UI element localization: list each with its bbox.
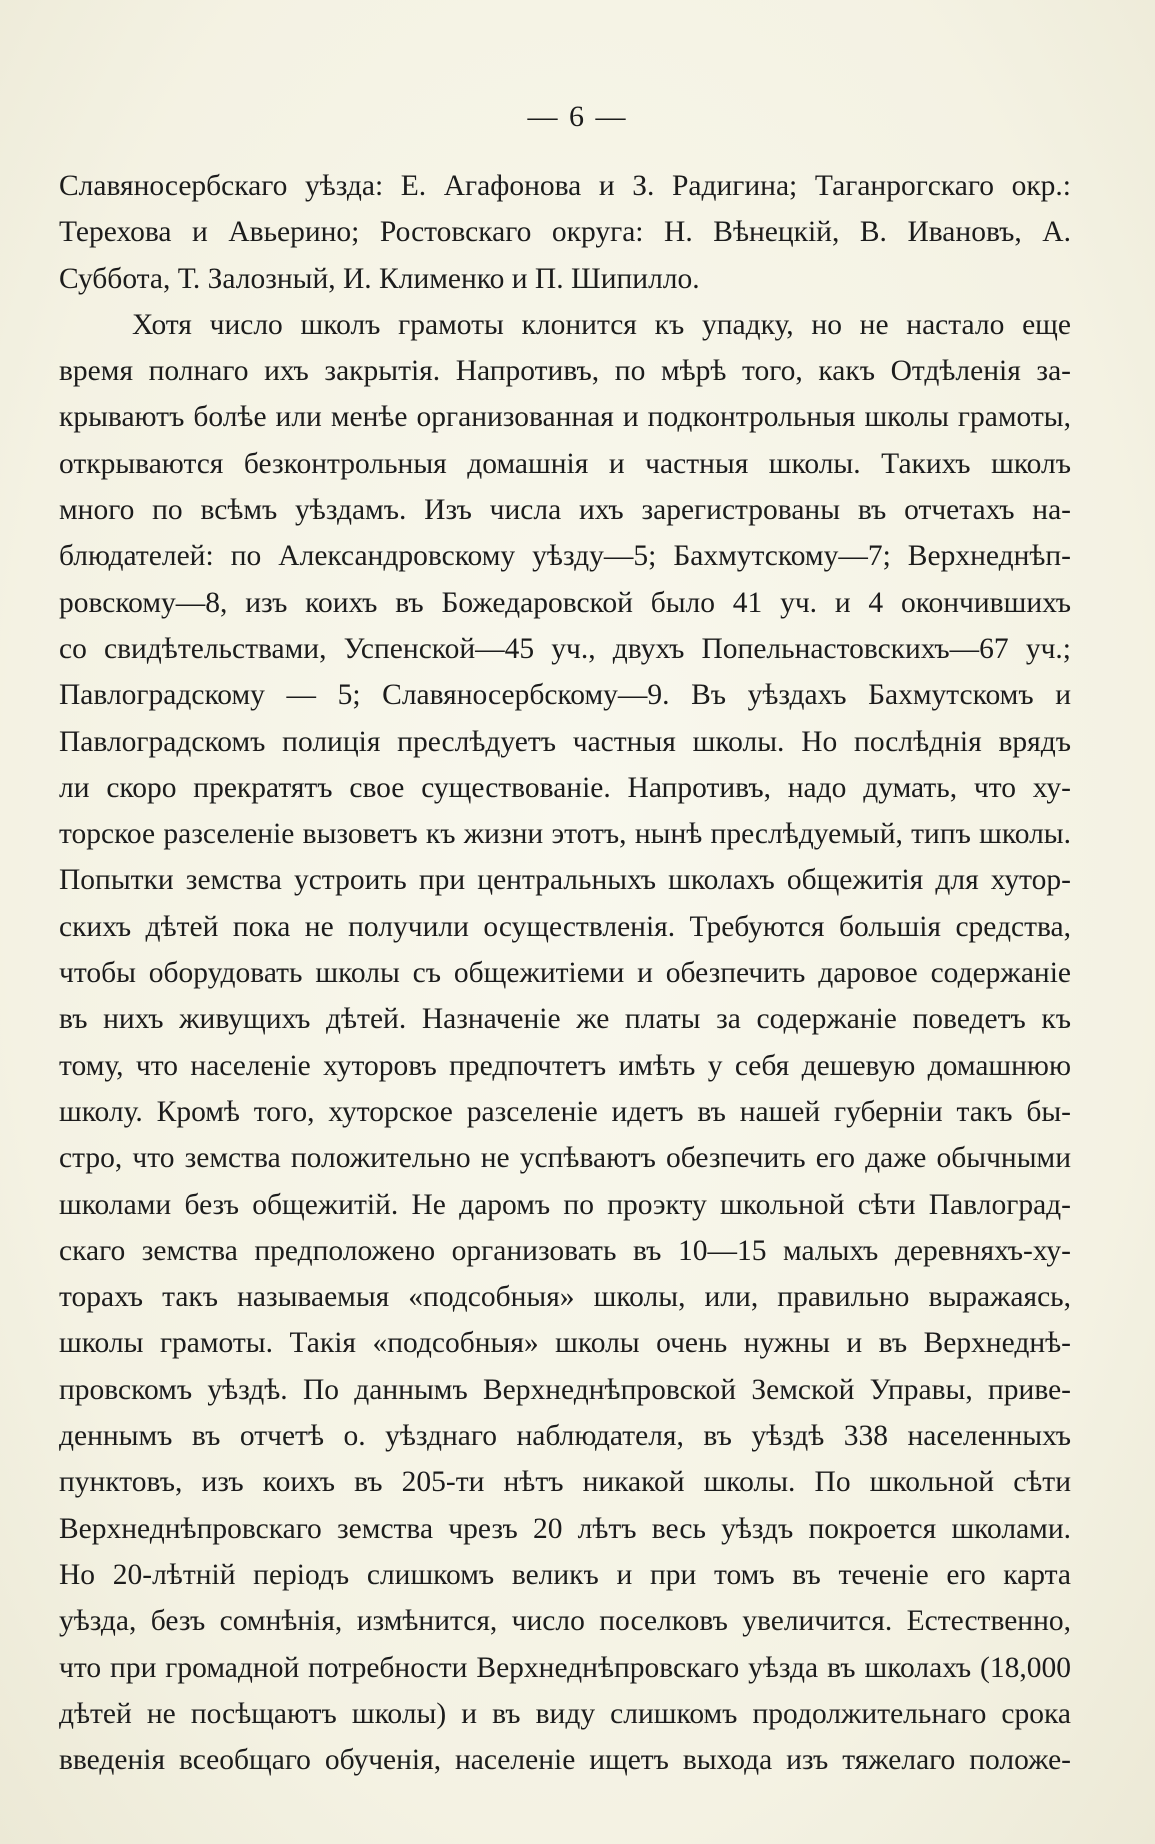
text-line: блюдателей: по Александровскому уѣзду—5; Бахмутскому—7; Верхнеднѣп- <box>59 540 1071 573</box>
text-line: время полнаго ихъ закрытія. Напротивъ, по мѣрѣ того, какъ Отдѣленія за- <box>59 355 1071 388</box>
text-line: со свидѣтельствами, Успенской—45 уч., двухъ Попельнастовскихъ—67 уч.; <box>59 632 1071 665</box>
text-line: ровскому—8, изъ коихъ въ Божедаровской было 41 уч. и 4 окончившихъ <box>59 586 1071 619</box>
text-line: школами безъ общежитій. Не даромъ по проэкту школьной сѣти Павлоград- <box>59 1188 1071 1221</box>
text-line: Верхнеднѣпровскаго земства чрезъ 20 лѣтъ весь уѣздъ покроется школами. <box>59 1512 1071 1545</box>
text-line: крываютъ болѣе или менѣе организованная и подконтрольныя школы грамоты, <box>59 401 1071 434</box>
text-line: введенія всеобщаго обученія, населеніе ищетъ выхода изъ тяжелаго положе- <box>59 1744 1071 1777</box>
text-line: пунктовъ, изъ коихъ въ 205-ти нѣтъ никакой школы. По школьной сѣти <box>59 1466 1071 1499</box>
text-line: Но 20-лѣтній періодъ слишкомъ великъ и при томъ въ теченіе его карта <box>59 1558 1071 1591</box>
text-line: много по всѣмъ уѣздамъ. Изъ числа ихъ зарегистрованы въ отчетахъ на- <box>59 494 1071 527</box>
text-line: открываются безконтрольныя домашнія и частныя школы. Такихъ школъ <box>59 447 1071 480</box>
paragraph-start-line: Хотя число школъ грамоты клонится къ упадку, но не настало еще <box>132 308 1071 341</box>
text-line: торахъ такъ называемыя «подсобныя» школы, или, правильно выражаясь, <box>59 1281 1071 1314</box>
body-text <box>59 163 1071 1783</box>
text-line: Терехова и Авьерино; Ростовскаго округа: Н. Вѣнецкій, В. Ивановъ, А. <box>59 216 1071 249</box>
text-line: скихъ дѣтей пока не получили осуществленія. Требуются большія средства, <box>59 910 1071 943</box>
text-line: школы грамоты. Такія «подсобныя» школы очень нужны и въ Верхнеднѣ- <box>59 1327 1071 1360</box>
text-line: дѣтей не посѣщаютъ школы) и въ виду слишкомъ продолжительнаго срока <box>59 1697 1071 1730</box>
text-line: въ нихъ живущихъ дѣтей. Назначеніе же платы за содержаніе поведетъ къ <box>59 1003 1071 1036</box>
text-line: Суббота, Т. Залозный, И. Клименко и П. Шипилло. <box>59 262 700 295</box>
text-line: торское разселеніе вызоветъ къ жизни этотъ, нынѣ преслѣдуемый, типъ школы. <box>59 818 1071 851</box>
text-line: Славяносербскаго уѣзда: Е. Агафонова и З. Радигина; Таганрогскаго окр.: <box>59 170 1071 202</box>
text-line: тому, что населеніе хуторовъ предпочтетъ имѣть у себя дешевую домашнюю <box>59 1049 1071 1082</box>
text-line: провскомъ уѣздѣ. По даннымъ Верхнеднѣпровской Земской Управы, приве- <box>59 1373 1071 1406</box>
text-line: Павлоградскому — 5; Славяносербскому—9. Въ уѣздахъ Бахмутскомъ и <box>59 679 1071 712</box>
text-line: ли скоро прекратятъ свое существованіе. Напротивъ, надо думать, что ху- <box>59 771 1071 804</box>
text-line: что при громадной потребности Верхнеднѣпровскаго уѣзда въ школахъ (18,000 <box>59 1651 1071 1684</box>
text-line: скаго земства предположено организовать въ 10—15 малыхъ деревняхъ-ху- <box>59 1234 1071 1267</box>
text-line: деннымъ въ отчетѣ о. уѣзднаго наблюдателя, въ уѣздѣ 338 населенныхъ <box>59 1420 1071 1453</box>
text-line: Попытки земства устроить при центральныхъ школахъ общежитія для хутор- <box>59 864 1071 897</box>
text-line: Павлоградскомъ полиція преслѣдуетъ частныя школы. Но послѣднія врядъ <box>59 725 1071 758</box>
text-line: уѣзда, безъ сомнѣнія, измѣнится, число поселковъ увеличится. Естественно, <box>59 1605 1071 1638</box>
page-number: — 6 — <box>527 100 628 133</box>
text-line: стро, что земства положительно не успѣваютъ обезпечить его даже обычными <box>59 1142 1071 1175</box>
text-line: чтобы оборудовать школы съ общежитіеми и обезпечить даровое содержаніе <box>59 957 1071 990</box>
text-line: школу. Кромѣ того, хуторское разселеніе идетъ въ нашей губерніи такъ бы- <box>59 1095 1071 1128</box>
